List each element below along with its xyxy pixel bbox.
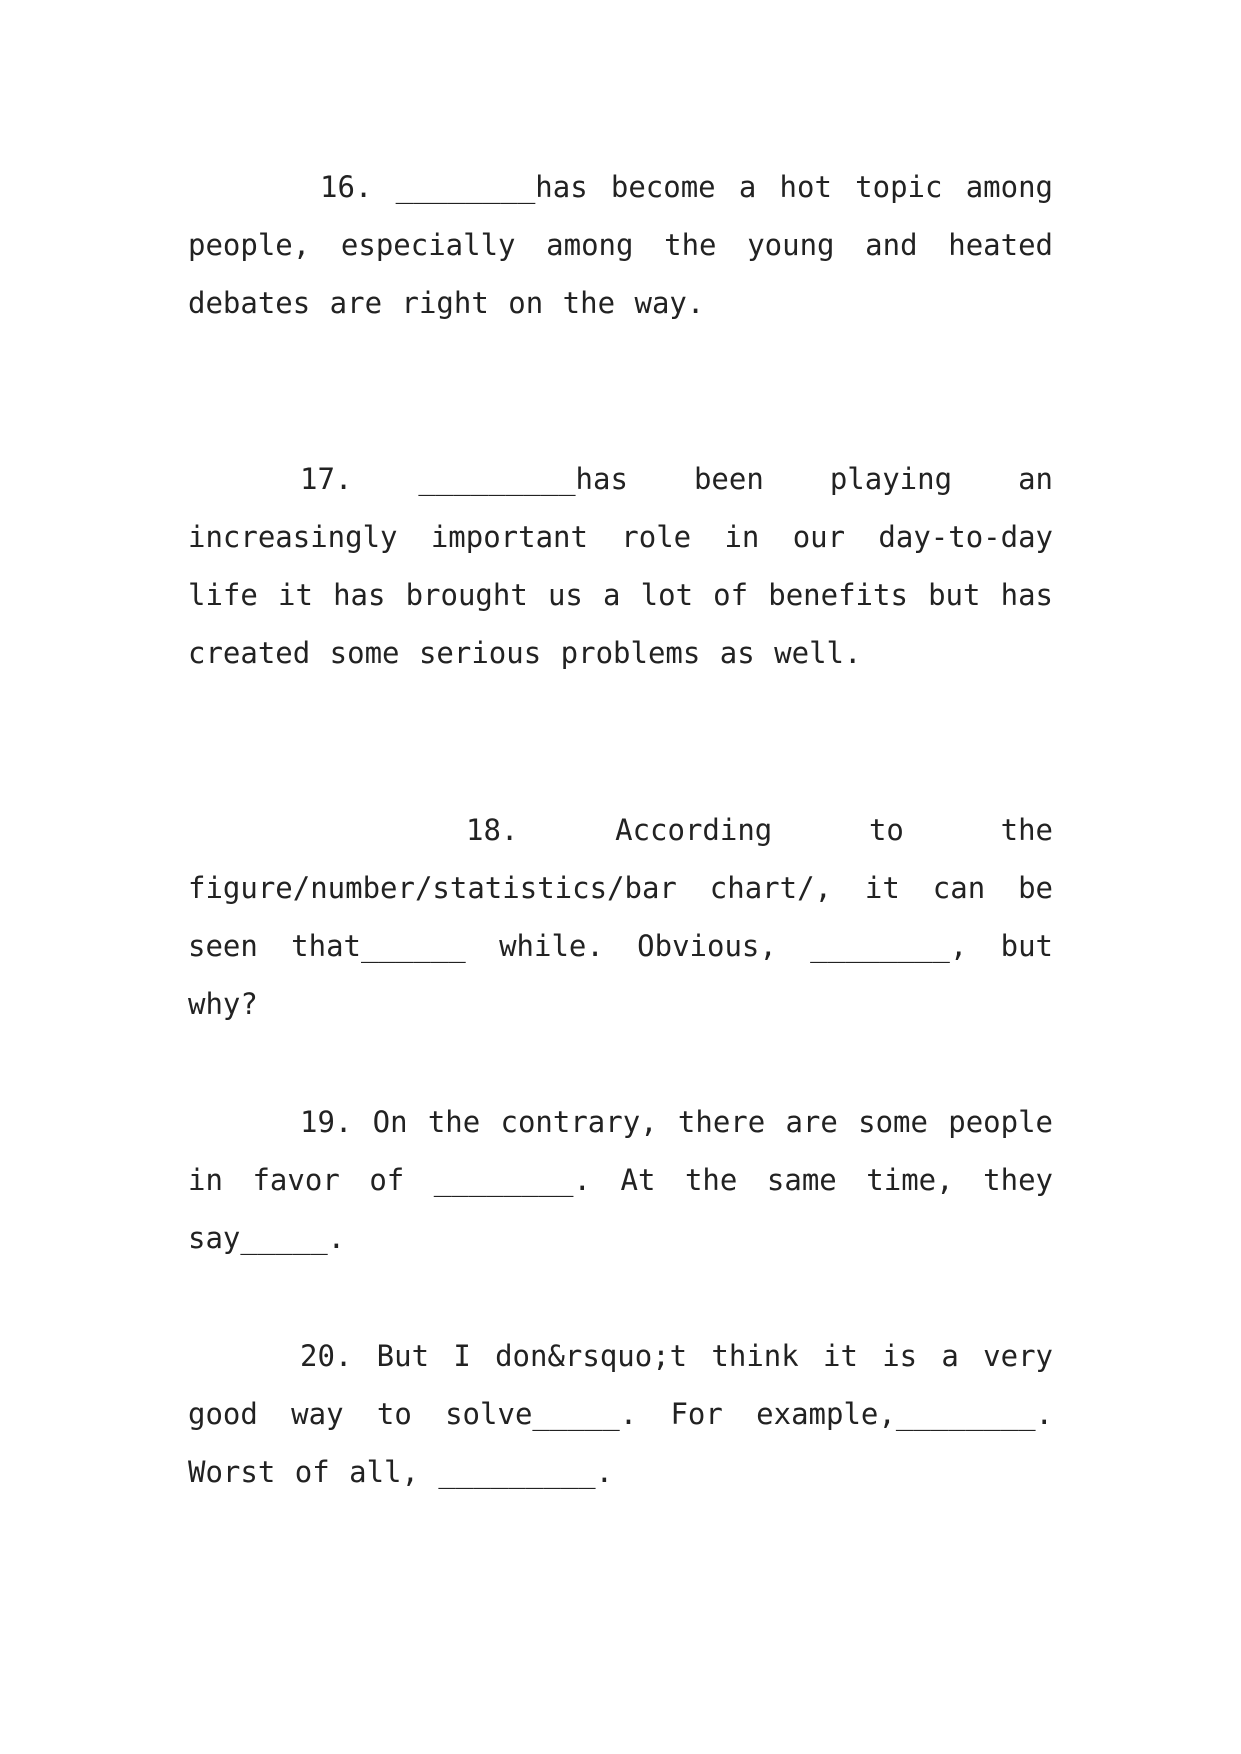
paragraph-17: 17. _________has been playing an increasingly important role in our day-to-day life it has brought us a lot of benefits but has created some serious problems as well. xyxy=(188,462,1053,670)
paragraph-18-rest: figure/number/statistics/bar chart/, it can be seen that______ while. Obvious, ________, but why? xyxy=(188,871,1053,1021)
paragraph-18-first-line: 18. According to the xyxy=(466,813,1053,847)
paragraph-19: 19. On the contrary, there are some people in favor of ________. At the same time, they say_____. xyxy=(188,1105,1053,1255)
paragraph-16: 16. ________has become a hot topic among people, especially among the young and heated debates are right on the way. xyxy=(188,170,1053,320)
paragraph-20: 20. But I don&rsquo;t think it is a very good way to solve_____. For example,________. Worst of all, _________. xyxy=(188,1339,1053,1489)
paragraph-18 xyxy=(188,801,1053,1033)
